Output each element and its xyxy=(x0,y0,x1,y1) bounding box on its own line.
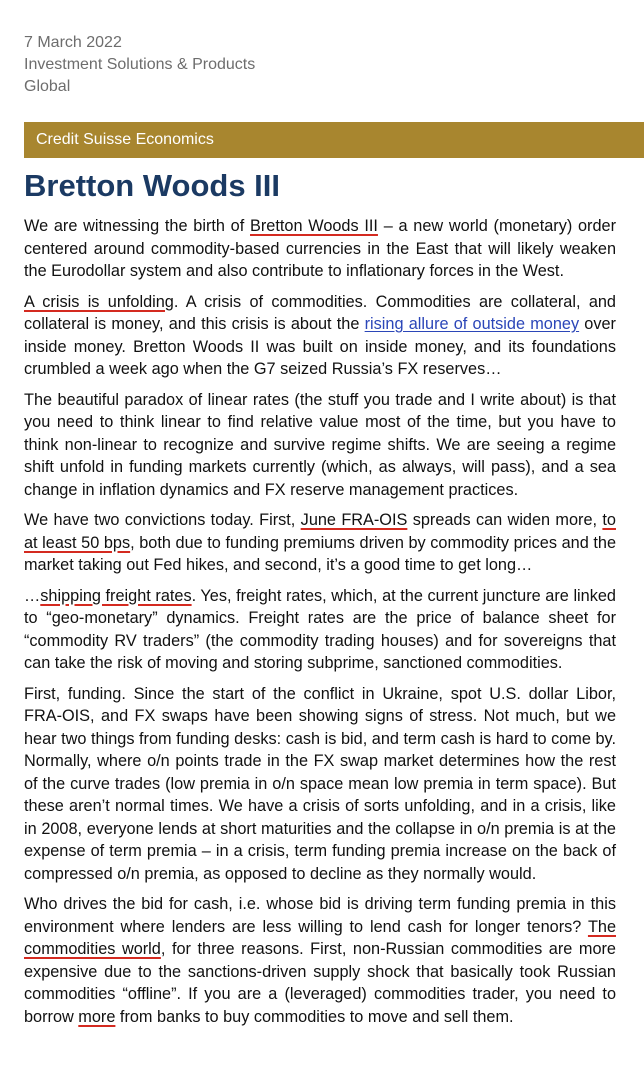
paragraph-1 xyxy=(24,215,616,283)
text-run: . A crisis of commodities. Commodities are collateral, and collateral is money, and this crisis is about the xyxy=(24,292,616,333)
text-run: Who drives the bid for cash, i.e. whose bid is driving term funding premia in this environment where lenders are less willing to lend cash for longer tenors? xyxy=(24,895,616,936)
underlined-phrase: shipping freight rates xyxy=(40,586,192,605)
report-date: 7 March 2022 xyxy=(24,34,122,51)
paragraph-6: First, funding. Since the start of the conflict in Ukraine, spot U.S. dollar Libor, FRA-OIS, and FX swaps have been showing signs of stress. Not much, but we hear two things from funding desks: cash is bid, and term cash is hard to come by. Normally, where o/n points trade in the FX swap market determines how the rest of the curve trades (low premia in o/n space mean low premia in term space). But these aren’t normal times. We have a crisis of sorts unfolding, and in a crisis, like in 2008, everyone lends at short maturities and the collapse in o/n premia is at the expense of term premia – in a crisis, term funding premia increase on the back of compressed o/n premia, as opposed to decline as they normally would. xyxy=(24,684,616,883)
report-division: Investment Solutions & Products xyxy=(24,56,256,73)
underlined-phrase: more xyxy=(78,1007,116,1026)
underlined-phrase: The commodities world xyxy=(24,917,616,958)
text-run: , both due to funding premiums driven by commodity prices and the market taking out Fed hikes, and second, it’s a good time to get long… xyxy=(24,533,616,574)
text-run: from banks to buy commodities to move and sell them. xyxy=(115,1007,514,1026)
text-run: . Yes, freight rates, which, at the current juncture are linked to “geo-monetary” dynamics. Freight rates are the price of balance sheet for “commodity RV traders” (the commodity trading houses) and for sovereigns that can take the risk of moving and storing subprime, sanctioned commodities. xyxy=(24,586,616,672)
paragraph-7 xyxy=(24,893,616,1028)
text-run: , for three reasons. First, non-Russian commodities are more expensive due to the sanctions-driven supply shock that basically took Russian commodities “offline”. If you are a (leveraged) commodities trader, you need to borrow xyxy=(24,940,616,1026)
text-run: … xyxy=(24,586,41,605)
underlined-phrase: Bretton Woods III xyxy=(250,217,378,235)
paragraph-2 xyxy=(24,291,616,381)
paragraph-3: The beautiful paradox of linear rates (the stuff you trade and I write about) is that you need to think linear to find relative value most of the time, but you have to think non-linear to recognize and survive regime shifts. We are seeing a regime shift unfold in funding markets currently (which, as always, will pass), and a sea change in inflation dynamics and FX reserve management practices. xyxy=(24,390,616,499)
document-body xyxy=(24,215,616,1036)
underlined-phrase: June FRA-OIS xyxy=(300,511,408,529)
text-run: – a new world (monetary) order centered around commodity-based currencies in the East that will likely weaken the Eurodollar system and also contribute to inflationary forces in the West. xyxy=(24,217,617,280)
document-title: Bretton Woods III xyxy=(24,168,281,203)
banner-label: Credit Suisse Economics xyxy=(36,131,214,148)
section-banner xyxy=(24,122,644,158)
report-region: Global xyxy=(24,78,71,95)
underlined-phrase: A crisis is unfolding xyxy=(24,292,174,311)
text-run: We have two convictions today. First, xyxy=(24,511,301,529)
text-run: over inside money. Bretton Woods II was built on inside money, and its foundations crumbled a week ago when the G7 seized Russia’s FX reserves… xyxy=(24,315,616,378)
underlined-phrase: to at least 50 bps xyxy=(24,511,616,552)
text-run: spreads can widen more, xyxy=(407,511,603,529)
paragraph-4 xyxy=(24,509,616,577)
document-meta xyxy=(24,32,255,98)
text-run: We are witnessing the birth of xyxy=(24,217,251,235)
outside-money-link[interactable]: rising allure of outside money xyxy=(364,315,580,333)
paragraph-5 xyxy=(24,585,616,675)
